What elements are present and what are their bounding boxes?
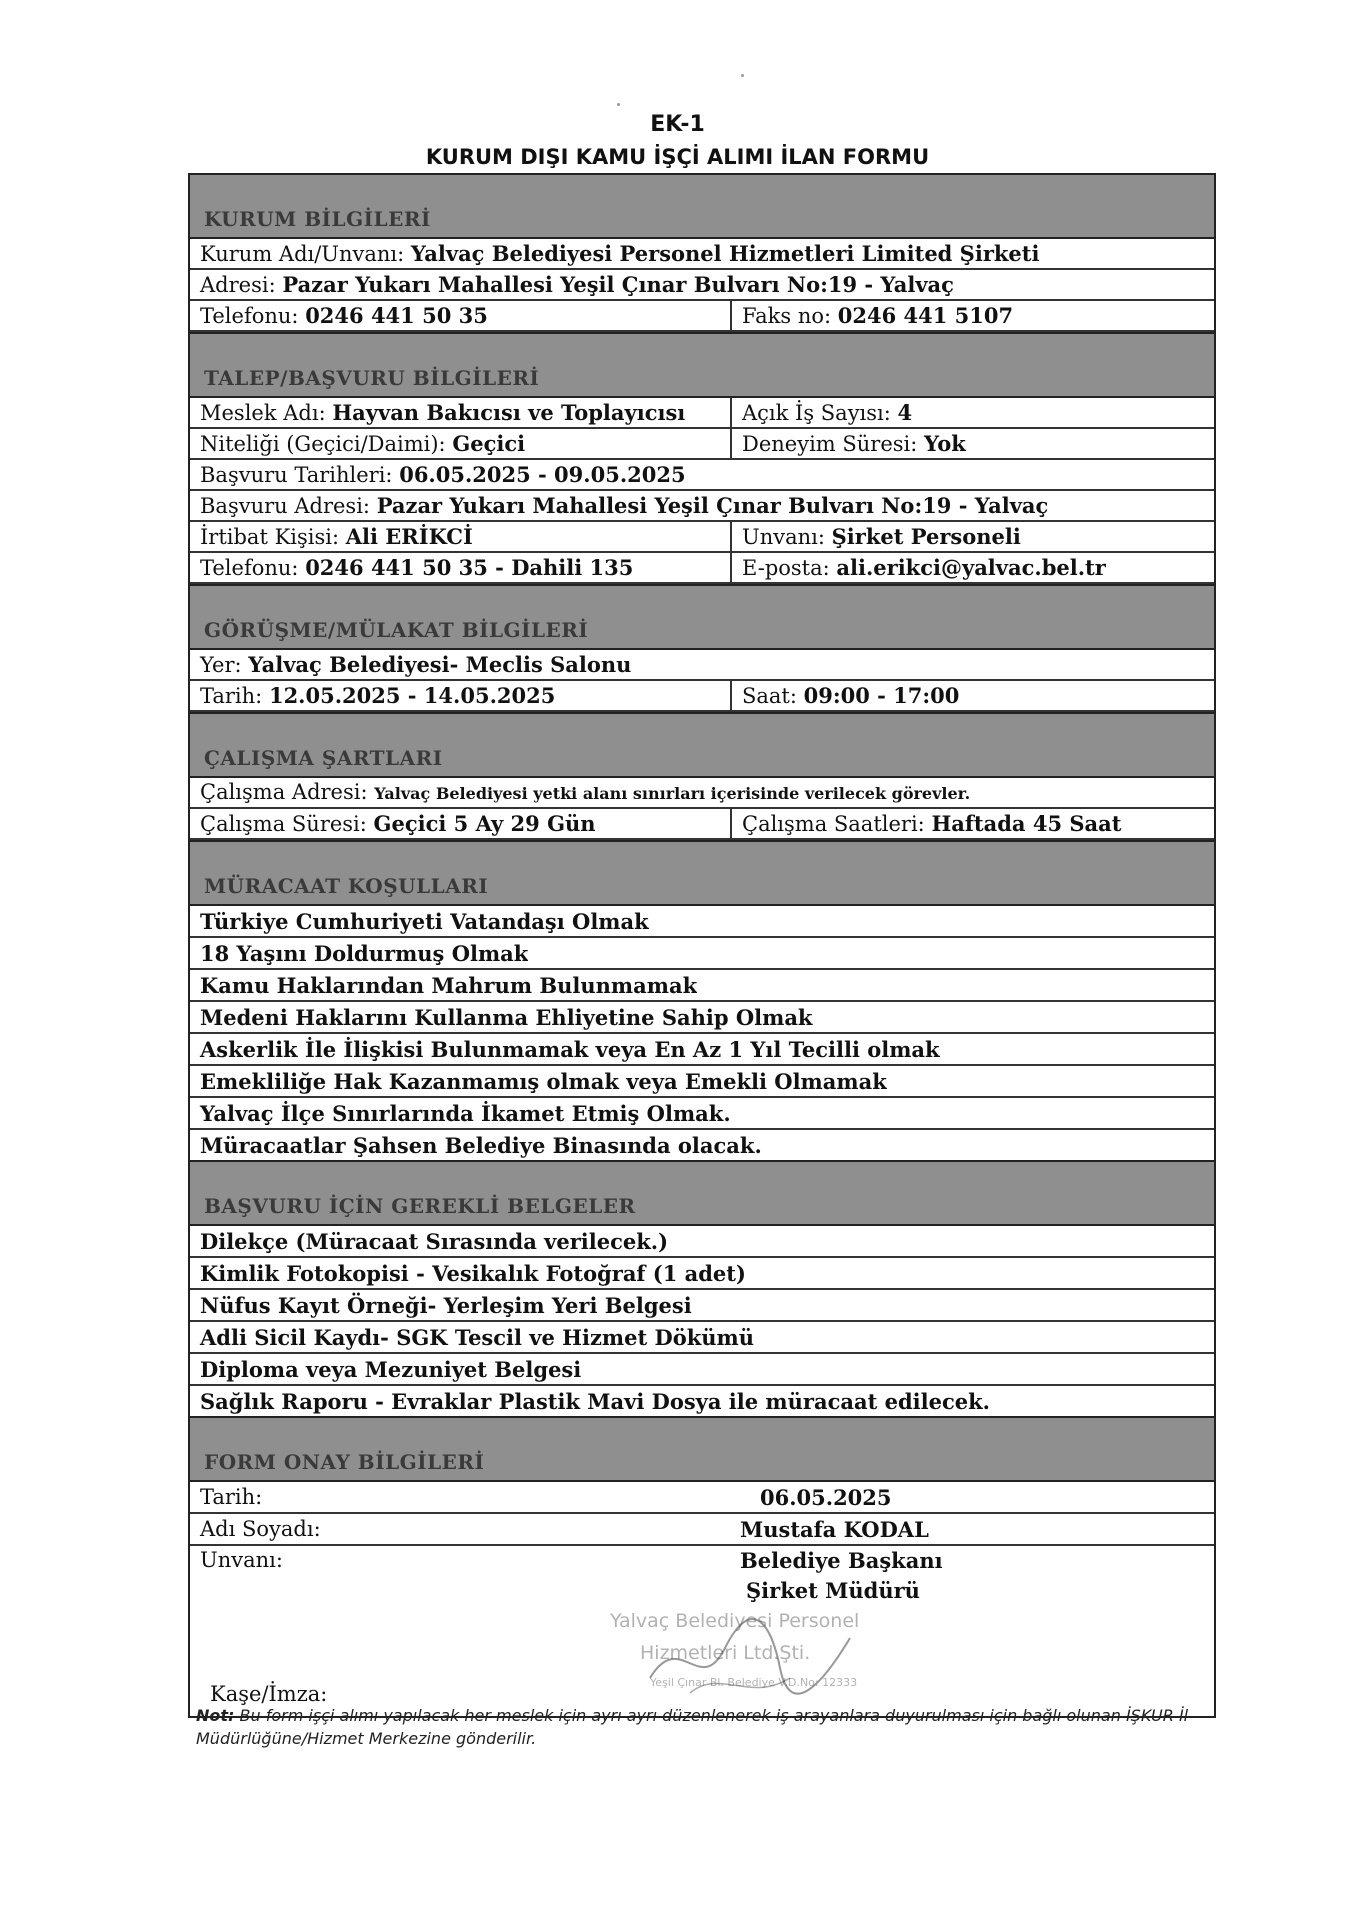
section-talep: TALEP/BAŞVURU BİLGİLERİ xyxy=(190,332,1214,398)
section-muracaat: MÜRACAAT KOŞULLARI xyxy=(190,840,1214,906)
work-hours: Haftada 45 Saat xyxy=(931,810,1122,836)
application-dates: 06.05.2025 - 09.05.2025 xyxy=(399,461,686,487)
section-belgeler: BAŞVURU İÇİN GEREKLİ BELGELER xyxy=(190,1160,1214,1226)
list-item: Yalvaç İlçe Sınırlarında İkamet Etmiş Olmak. xyxy=(190,1098,1214,1130)
note-label: Not: xyxy=(196,1706,235,1725)
approval-name-row: Adı Soyadı: Mustafa KODAL xyxy=(190,1514,1214,1546)
interview-date-row: Tarih: 12.05.2025 - 14.05.2025 Saat: 09:00 - 17:00 xyxy=(190,681,1214,712)
job-title: Hayvan Bakıcısı ve Toplayıcısı xyxy=(332,400,686,425)
openings-count: 4 xyxy=(897,399,913,425)
section-onay: FORM ONAY BİLGİLERİ xyxy=(190,1416,1214,1482)
type-row: Niteliği (Geçici/Daimi): Geçici Deneyim Süresi: Yok xyxy=(190,429,1214,460)
section-kurum: KURUM BİLGİLERİ xyxy=(190,173,1214,239)
institution-contact-row: Telefonu: 0246 441 50 35 Faks no: 0246 441 5107 xyxy=(190,301,1214,332)
job-row: Meslek Adı: Hayvan Bakıcısı ve Toplayıcısı Açık İş Sayısı: 4 xyxy=(190,398,1214,429)
list-item: Dilekçe (Müracaat Sırasında verilecek.) xyxy=(190,1226,1214,1258)
institution-name-row: Kurum Adı/Unvanı: Yalvaç Belediyesi Personel Hizmetleri Limited Şirketi xyxy=(190,239,1214,270)
note-text: Bu form işçi alımı yapılacak her meslek için ayrı ayrı düzenlenerek iş arayanlara duyurulması için bağlı olunan İŞKUR İl Müdürlüğüne/Hizmet Merkezine gönderilir. xyxy=(196,1706,1189,1748)
approval-title-row: Unvanı: Belediye Başkanı Şirket Müdürü xyxy=(190,1546,1214,1608)
interview-time: 09:00 - 17:00 xyxy=(803,682,960,708)
list-item: Diploma veya Mezuniyet Belgesi xyxy=(190,1354,1214,1386)
work-address-row: Çalışma Adresi: Yalvaç Belediyesi yetki alanı sınırları içerisinde verilecek görevler. xyxy=(190,778,1214,809)
contact-email: ali.erikci@yalvac.bel.tr xyxy=(836,554,1106,580)
list-item: Sağlık Raporu - Evraklar Plastik Mavi Dosya ile müracaat edilecek. xyxy=(200,1388,990,1414)
approval-block xyxy=(190,1482,1214,1716)
contact-person-row: İrtibat Kişisi: Ali ERİKCİ Unvanı: Şirket Personeli xyxy=(190,522,1214,553)
institution-address-row: Adresi: Pazar Yukarı Mahallesi Yeşil Çınar Bulvarı No:19 - Yalvaç xyxy=(190,270,1214,301)
work-duration-row: Çalışma Süresi: Geçici 5 Ay 29 Gün Çalışma Saatleri: Haftada 45 Saat xyxy=(190,809,1214,840)
list-item: 18 Yaşını Doldurmuş Olmak xyxy=(190,938,1214,970)
application-address: Pazar Yukarı Mahallesi Yeşil Çınar Bulvarı No:19 - Yalvaç xyxy=(376,492,1049,518)
application-address-row: Başvuru Adresi: Pazar Yukarı Mahallesi Yeşil Çınar Bulvarı No:19 - Yalvaç xyxy=(190,491,1214,522)
contact-title: Şirket Personeli xyxy=(831,523,1021,549)
interview-date: 12.05.2025 - 14.05.2025 xyxy=(268,683,556,708)
approval-date: 06.05.2025 xyxy=(760,1484,892,1510)
list-item: Müracaatlar Şahsen Belediye Binasında olacak. xyxy=(200,1132,762,1158)
interview-place-row: Yer: Yalvaç Belediyesi- Meclis Salonu xyxy=(190,650,1214,681)
signature-row: Kaşe/İmza: Yalvaç Belediyesi Personel Hizmetleri Ltd.Şti. Yeşil Çınar Bl. Belediye V.D.No: 12333 xyxy=(190,1608,1214,1716)
list-item: Askerlik İle İlişkisi Bulunmamak veya En Az 1 Yıl Tecilli olmak xyxy=(190,1034,1214,1066)
scan-speck xyxy=(741,74,744,77)
list-item: Kimlik Fotokopisi - Vesikalık Fotoğraf (1 adet) xyxy=(190,1258,1214,1290)
footer-note xyxy=(196,1704,1206,1750)
list-item: Nüfus Kayıt Örneği- Yerleşim Yeri Belgesi xyxy=(190,1290,1214,1322)
interview-place: Yalvaç Belediyesi- Meclis Salonu xyxy=(248,651,632,677)
annex-label: EK-1 xyxy=(650,112,705,137)
experience: Yok xyxy=(924,430,966,456)
contact-phone-row: Telefonu: 0246 441 50 35 - Dahili 135 E-posta: ali.erikci@yalvac.bel.tr xyxy=(190,553,1214,584)
institution-name: Yalvaç Belediyesi Personel Hizmetleri Limited Şirketi xyxy=(410,240,1040,266)
approver-title-1: Belediye Başkanı xyxy=(740,1548,943,1573)
list-item: Kamu Haklarından Mahrum Bulunmamak xyxy=(190,970,1214,1002)
scan-speck xyxy=(617,103,620,106)
institution-fax: 0246 441 5107 xyxy=(837,302,1014,328)
work-address: Yalvaç Belediyesi yetki alanı sınırları içerisinde verilecek görevler. xyxy=(374,783,971,803)
institution-address: Pazar Yukarı Mahallesi Yeşil Çınar Bulvarı No:19 - Yalvaç xyxy=(282,271,954,297)
announcement-form xyxy=(188,173,1216,1718)
list-item: Medeni Haklarını Kullanma Ehliyetine Sahip Olmak xyxy=(190,1002,1214,1034)
list-item: Adli Sicil Kaydı- SGK Tescil ve Hizmet Dökümü xyxy=(190,1322,1214,1354)
list-item: Emekliliğe Hak Kazanmamış olmak veya Emekli Olmamak xyxy=(190,1066,1214,1098)
institution-phone: 0246 441 50 35 xyxy=(305,303,488,328)
company-stamp: Yalvaç Belediyesi Personel Hizmetleri Ltd.Şti. Yeşil Çınar Bl. Belediye V.D.No: 12333 xyxy=(610,1610,860,1689)
contact-person: Ali ERİKCİ xyxy=(345,524,473,549)
work-duration: Geçici 5 Ay 29 Gün xyxy=(373,811,596,836)
job-type: Geçici xyxy=(452,431,526,456)
application-dates-row: Başvuru Tarihleri: 06.05.2025 - 09.05.2025 xyxy=(190,460,1214,491)
approver-title-2: Şirket Müdürü xyxy=(746,1578,920,1603)
signature-mark xyxy=(630,1608,870,1708)
section-gorusme: GÖRÜŞME/MÜLAKAT BİLGİLERİ xyxy=(190,584,1214,650)
approver-name: Mustafa KODAL xyxy=(740,1516,929,1542)
conditions-list xyxy=(190,906,1214,1160)
contact-phone: 0246 441 50 35 - Dahili 135 xyxy=(305,555,634,580)
section-calisma: ÇALIŞMA ŞARTLARI xyxy=(190,712,1214,778)
documents-list xyxy=(190,1226,1214,1416)
list-item: Türkiye Cumhuriyeti Vatandaşı Olmak xyxy=(190,906,1214,938)
approval-date-row: Tarih: 06.05.2025 xyxy=(190,1482,1214,1514)
form-title: KURUM DIŞI KAMU İŞÇİ ALIMI İLAN FORMU xyxy=(425,145,930,169)
